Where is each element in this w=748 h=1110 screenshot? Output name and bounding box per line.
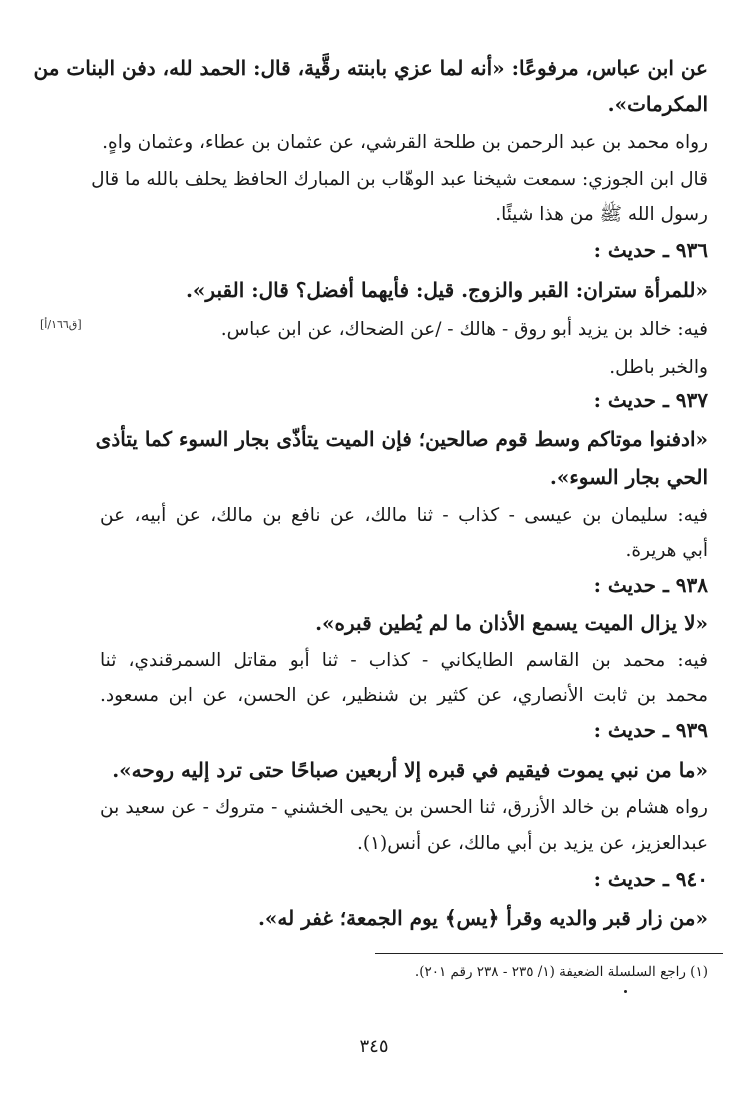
text-line-24: «من زار قبر والديه وقرأ ﴿يس﴾ يوم الجمعة؛ غفر له».: [257, 906, 708, 930]
text-line-9: والخبر باطل.: [609, 357, 708, 378]
ink-dot: [624, 990, 627, 993]
text-line-17: فيه: محمد بن القاسم الطايكاني - كذاب - ثنا أبو مقاتل السمرقندي، ثنا: [100, 650, 708, 671]
text-line-2: المكرمات».: [607, 92, 708, 116]
text-line-16: «لا يزال الميت يسمع الأذان ما لم يُطين قبره».: [315, 611, 708, 635]
hadith-heading-937: ٩٣٧ ـ حديث :: [593, 388, 708, 412]
text-line-8: فيه: خالد بن يزيد أبو روق - هالك - /عن الضحاك، عن ابن عباس.: [220, 319, 708, 340]
footnote-divider: [375, 953, 723, 954]
text-line-7: «للمرأة ستران: القبر والزوج. قيل: فأيهما أفضل؟ قال: القبر».: [185, 278, 708, 302]
text-line-14: أبي هريرة.: [625, 540, 708, 561]
text-line-20: «ما من نبي يموت فيقيم في قبره إلا أربعين صباحًا حتى ترد إليه روحه».: [112, 758, 708, 782]
text-line-18: محمد بن ثابت الأنصاري، عن كثير بن شنظير، عن الحسن، عن ابن مسعود.: [100, 685, 708, 706]
text-line-13: فيه: سليمان بن عيسى - كذاب - ثنا مالك، عن نافع بن مالك، عن أبيه، عن: [100, 505, 708, 526]
text-line-12: الحي بجار السوء».: [549, 465, 708, 489]
text-line-4: قال ابن الجوزي: سمعت شيخنا عبد الوهّاب بن المبارك الحافظ يحلف بالله ما قال: [91, 169, 708, 190]
text-line-22: عبدالعزيز، عن يزيد بن أبي مالك، عن أنس(١).: [356, 833, 708, 854]
text-line-5: رسول الله ﷺ من هذا شيئًا.: [495, 204, 708, 225]
text-line-1: عن ابن عباس، مرفوعًا: «أنه لما عزي بابنته رقَّية، قال: الحمد لله، دفن البنات من: [33, 56, 708, 80]
manuscript-folio-note: [ق١٦٦/أ]: [40, 318, 82, 331]
page-number: ٣٤٥: [359, 1036, 389, 1057]
text-line-11: «ادفنوا موتاكم وسط قوم صالحين؛ فإن الميت يتأذّى بجار السوء كما يتأذى: [95, 427, 708, 451]
hadith-heading-938: ٩٣٨ ـ حديث :: [593, 573, 708, 597]
hadith-heading-936: ٩٣٦ ـ حديث :: [593, 238, 708, 262]
hadith-heading-939: ٩٣٩ ـ حديث :: [593, 718, 708, 742]
hadith-heading-940: ٩٤٠ ـ حديث :: [593, 867, 708, 891]
footnote: (١) راجع السلسلة الضعيفة (١/ ٢٣٥ - ٢٣٨ رقم ٢٠١).: [414, 964, 708, 980]
text-line-21: رواه هشام بن خالد الأزرق، ثنا الحسن بن يحيى الخشني - متروك - عن سعيد بن: [100, 797, 708, 818]
text-line-3: رواه محمد بن عبد الرحمن بن طلحة القرشي، عن عثمان بن عطاء، وعثمان واهٍ.: [102, 132, 708, 153]
